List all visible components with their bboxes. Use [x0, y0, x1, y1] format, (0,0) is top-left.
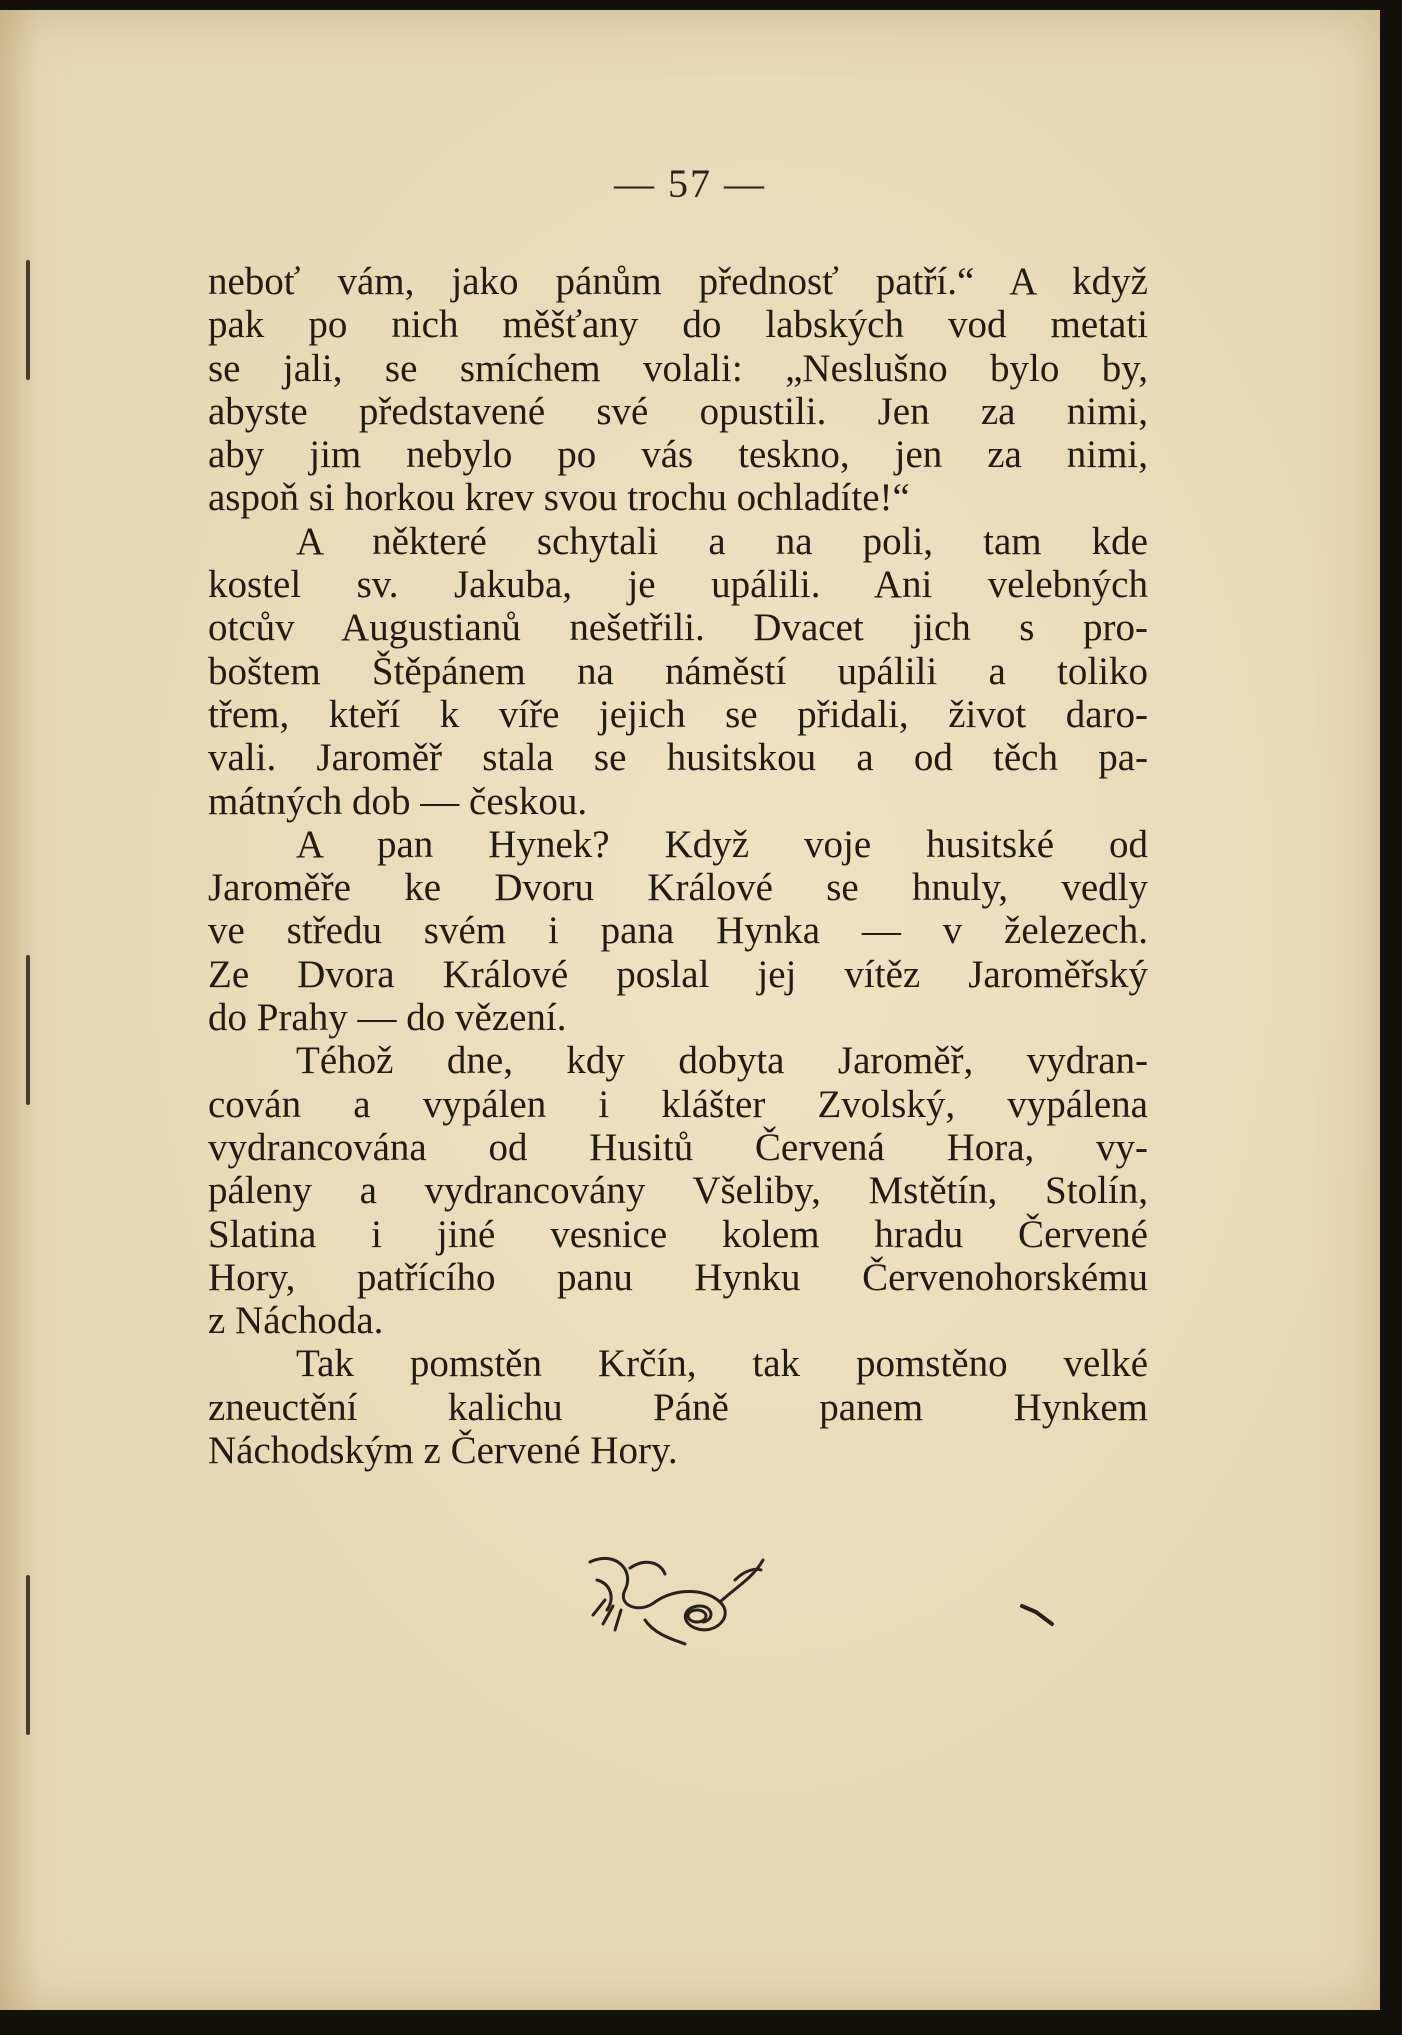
text-line: Slatina i jiné vesnice kolem hradu Červené: [208, 1212, 1148, 1256]
text-line: A pan Hynek? Když voje husitské od: [296, 822, 1148, 866]
text-line: boštem Štěpánem na náměstí upálili a toliko: [208, 649, 1148, 693]
binding-mark: [26, 260, 30, 380]
text-line: mátných dob — českou.: [208, 779, 588, 823]
dragon-vignette-icon: [585, 1540, 765, 1650]
book-page: [0, 10, 1380, 2010]
text-line: neboť vám, jako pánům přednosť patří.“ A když: [208, 260, 1148, 303]
text-line: kostel sv. Jakuba, je upálili. Ani velebných: [208, 563, 1148, 607]
text-line: třem, kteří k víře jejich se přidali, život daro-: [208, 692, 1148, 736]
text-line: do Prahy — do vězení.: [208, 996, 567, 1040]
text-line: Náchodským z Červené Hory.: [208, 1429, 678, 1473]
text-line: aspoň si horkou krev svou trochu ochladíte!“: [208, 476, 910, 520]
text-line: Jaroměře ke Dvoru Králové se hnuly, vedly: [208, 866, 1148, 910]
text-line: abyste představené své opustili. Jen za nimi,: [208, 389, 1148, 433]
binding-mark: [26, 955, 30, 1105]
text-line: vali. Jaroměř stala se husitskou a od těch pa-: [208, 736, 1148, 780]
text-line: Ze Dvora Králové poslal jej vítěz Jaroměřský: [208, 952, 1148, 996]
text-line: ve středu svém i pana Hynka — v železech.: [208, 909, 1148, 953]
text-line: z Náchoda.: [208, 1299, 384, 1343]
body-text: [208, 260, 1148, 1472]
text-line: Téhož dne, kdy dobyta Jaroměř, vydran-: [296, 1039, 1148, 1083]
text-line: páleny a vydrancovány Všeliby, Mstětín, Stolín,: [208, 1169, 1148, 1213]
text-line: aby jim nebylo po vás teskno, jen za nimi,: [208, 433, 1148, 477]
binding-mark: [26, 1575, 30, 1735]
text-line: Tak pomstěn Krčín, tak pomstěno velké: [296, 1342, 1148, 1386]
text-line: cován a vypálen i klášter Zvolský, vypálena: [208, 1082, 1148, 1126]
text-line: A některé schytali a na poli, tam kde: [296, 519, 1148, 563]
stray-ink-mark: [1018, 1600, 1058, 1630]
text-line: Hory, patřícího panu Hynku Červenohorskému: [208, 1255, 1148, 1299]
text-line: vydrancována od Husitů Červená Hora, vy-: [208, 1125, 1148, 1169]
text-line: otcův Augustianů nešetřili. Dvacet jich s pro-: [208, 606, 1148, 650]
text-line: se jali, se smíchem volali: „Neslušno bylo by,: [208, 346, 1148, 390]
text-line: pak po nich měšťany do labských vod metati: [208, 303, 1148, 347]
text-line: zneuctění kalichu Páně panem Hynkem: [208, 1385, 1148, 1429]
page-number: — 57 —: [614, 161, 766, 206]
